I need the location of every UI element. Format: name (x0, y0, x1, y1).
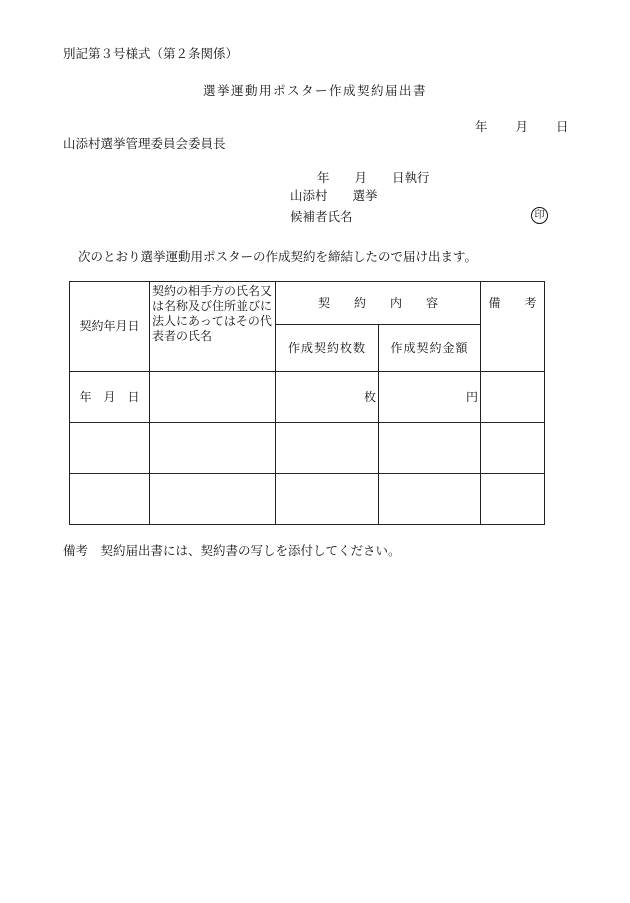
cell-contract-amount: 円 (379, 372, 481, 423)
election-name: 山添村 選挙 (290, 188, 378, 203)
cell-contract-amount (379, 474, 481, 525)
cell-contract-party (150, 423, 276, 474)
addressee: 山添村選挙管理委員会委員長 (63, 136, 226, 151)
cell-remarks (481, 372, 545, 423)
contract-table (69, 281, 545, 525)
table-row (70, 372, 545, 423)
cell-remarks (481, 474, 545, 525)
table-header-row (70, 282, 545, 325)
header-remarks: 備 考 (481, 282, 545, 372)
cell-contract-date: 年 月 日 (70, 372, 150, 423)
cell-contract-date (70, 423, 150, 474)
submission-date (475, 119, 569, 134)
table-row (70, 474, 545, 525)
header-contract-party: 契約の相手方の氏名又は名称及び住所並びに法人にあってはその代表者の氏名 (150, 282, 276, 372)
remarks-note: 備考 契約届出書には、契約書の写しを添付してください。 (63, 543, 401, 558)
election-date: 年 月 日執行 (317, 170, 430, 185)
cell-contract-party (150, 474, 276, 525)
table-row (70, 423, 545, 474)
document-title: 選挙運動用ポスター作成契約届出書 (202, 83, 427, 98)
candidate-name-label: 候補者氏名 (290, 209, 353, 224)
cell-remarks (481, 423, 545, 474)
header-poster-count: 作成契約枚数 (276, 325, 379, 372)
cell-contract-party (150, 372, 276, 423)
cell-poster-count (276, 474, 379, 525)
header-contract-date: 契約年月日 (70, 282, 150, 372)
cell-poster-count (276, 423, 379, 474)
date-day: 日 (556, 119, 569, 134)
header-contract-content: 契 約 内 容 (276, 282, 481, 325)
cell-poster-count: 枚 (276, 372, 379, 423)
header-contract-amount: 作成契約金額 (379, 325, 481, 372)
statement: 次のとおり選挙運動用ポスターの作成契約を締結したので届け出ます。 (78, 249, 478, 264)
cell-contract-amount (379, 423, 481, 474)
date-year: 年 (475, 119, 488, 134)
cell-contract-date (70, 474, 150, 525)
seal-mark: 印 (531, 207, 548, 224)
date-month: 月 (515, 119, 529, 134)
form-reference: 別記第３号様式（第２条関係） (63, 46, 239, 61)
